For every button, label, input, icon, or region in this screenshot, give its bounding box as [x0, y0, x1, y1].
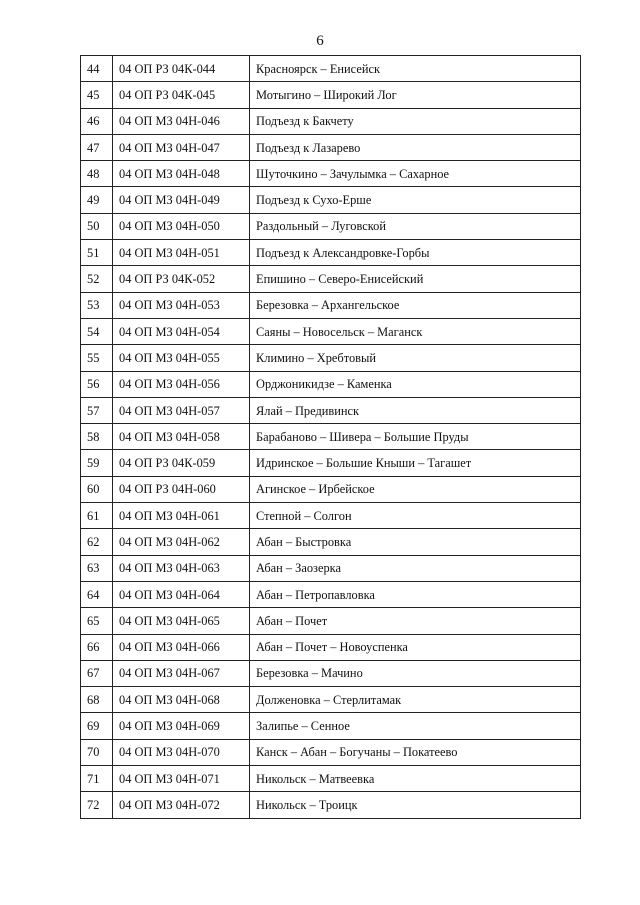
road-code-cell: 04 ОП МЗ 04Н-061	[113, 503, 250, 529]
road-name-cell: Абан – Почет – Новоуспенка	[250, 634, 581, 660]
road-name-cell: Шуточкино – Зачулымка – Сахарное	[250, 161, 581, 187]
table-row	[81, 161, 581, 187]
table-row	[81, 56, 581, 82]
table-row	[81, 581, 581, 607]
row-number-cell: 48	[81, 161, 113, 187]
road-code-cell: 04 ОП РЗ 04К-052	[113, 266, 250, 292]
road-name-cell: Долженовка – Стерлитамак	[250, 687, 581, 713]
roads-table-body	[81, 56, 581, 819]
road-code-cell: 04 ОП МЗ 04Н-048	[113, 161, 250, 187]
road-name-cell: Канск – Абан – Богучаны – Покатеево	[250, 739, 581, 765]
row-number-cell: 68	[81, 687, 113, 713]
road-name-cell: Абан – Почет	[250, 608, 581, 634]
road-name-cell: Никольск – Матвеевка	[250, 766, 581, 792]
roads-table	[80, 55, 581, 819]
road-code-cell: 04 ОП МЗ 04Н-057	[113, 397, 250, 423]
road-name-cell: Климино – Хребтовый	[250, 345, 581, 371]
row-number-cell: 72	[81, 792, 113, 818]
table-row	[81, 266, 581, 292]
road-name-cell: Степной – Солгон	[250, 503, 581, 529]
road-name-cell: Раздольный – Луговской	[250, 213, 581, 239]
row-number-cell: 49	[81, 187, 113, 213]
table-row	[81, 766, 581, 792]
road-code-cell: 04 ОП МЗ 04Н-063	[113, 555, 250, 581]
row-number-cell: 65	[81, 608, 113, 634]
road-code-cell: 04 ОП МЗ 04Н-070	[113, 739, 250, 765]
road-code-cell: 04 ОП МЗ 04Н-056	[113, 371, 250, 397]
row-number-cell: 63	[81, 555, 113, 581]
row-number-cell: 46	[81, 108, 113, 134]
road-name-cell: Подъезд к Александровке-Горбы	[250, 240, 581, 266]
table-row	[81, 397, 581, 423]
table-row	[81, 634, 581, 660]
row-number-cell: 71	[81, 766, 113, 792]
road-code-cell: 04 ОП МЗ 04Н-068	[113, 687, 250, 713]
row-number-cell: 64	[81, 581, 113, 607]
row-number-cell: 52	[81, 266, 113, 292]
row-number-cell: 62	[81, 529, 113, 555]
road-name-cell: Ялай – Предивинск	[250, 397, 581, 423]
road-name-cell: Подъезд к Бакчету	[250, 108, 581, 134]
road-name-cell: Подъезд к Сухо-Ерше	[250, 187, 581, 213]
road-name-cell: Красноярск – Енисейск	[250, 56, 581, 82]
road-name-cell: Никольск – Троицк	[250, 792, 581, 818]
table-row	[81, 108, 581, 134]
road-code-cell: 04 ОП МЗ 04Н-047	[113, 134, 250, 160]
road-code-cell: 04 ОП МЗ 04Н-053	[113, 292, 250, 318]
table-row	[81, 345, 581, 371]
table-row	[81, 660, 581, 686]
road-code-cell: 04 ОП МЗ 04Н-050	[113, 213, 250, 239]
road-name-cell: Агинское – Ирбейское	[250, 476, 581, 502]
row-number-cell: 58	[81, 424, 113, 450]
road-code-cell: 04 ОП МЗ 04Н-062	[113, 529, 250, 555]
road-name-cell: Орджоникидзе – Каменка	[250, 371, 581, 397]
row-number-cell: 61	[81, 503, 113, 529]
table-row	[81, 713, 581, 739]
table-row	[81, 213, 581, 239]
row-number-cell: 51	[81, 240, 113, 266]
row-number-cell: 69	[81, 713, 113, 739]
table-row	[81, 503, 581, 529]
table-row	[81, 739, 581, 765]
page-number: 6	[316, 33, 324, 49]
road-code-cell: 04 ОП МЗ 04Н-069	[113, 713, 250, 739]
road-code-cell: 04 ОП МЗ 04Н-054	[113, 318, 250, 344]
table-row	[81, 450, 581, 476]
table-row	[81, 608, 581, 634]
road-code-cell: 04 ОП РЗ 04К-059	[113, 450, 250, 476]
row-number-cell: 53	[81, 292, 113, 318]
road-name-cell: Идринское – Большие Кныши – Тагашет	[250, 450, 581, 476]
table-row	[81, 687, 581, 713]
road-name-cell: Залипье – Сенное	[250, 713, 581, 739]
row-number-cell: 54	[81, 318, 113, 344]
row-number-cell: 55	[81, 345, 113, 371]
road-code-cell: 04 ОП МЗ 04Н-058	[113, 424, 250, 450]
road-code-cell: 04 ОП МЗ 04Н-072	[113, 792, 250, 818]
road-name-cell: Березовка – Мачино	[250, 660, 581, 686]
road-code-cell: 04 ОП МЗ 04Н-071	[113, 766, 250, 792]
road-code-cell: 04 ОП РЗ 04Н-060	[113, 476, 250, 502]
table-row	[81, 555, 581, 581]
road-code-cell: 04 ОП РЗ 04К-044	[113, 56, 250, 82]
road-name-cell: Абан – Петропавловка	[250, 581, 581, 607]
road-code-cell: 04 ОП МЗ 04Н-051	[113, 240, 250, 266]
row-number-cell: 47	[81, 134, 113, 160]
row-number-cell: 45	[81, 82, 113, 108]
table-row	[81, 82, 581, 108]
table-row	[81, 476, 581, 502]
table-row	[81, 134, 581, 160]
row-number-cell: 57	[81, 397, 113, 423]
road-name-cell: Абан – Быстровка	[250, 529, 581, 555]
road-name-cell: Подъезд к Лазарево	[250, 134, 581, 160]
row-number-cell: 67	[81, 660, 113, 686]
table-row	[81, 371, 581, 397]
road-code-cell: 04 ОП МЗ 04Н-046	[113, 108, 250, 134]
road-name-cell: Мотыгино – Широкий Лог	[250, 82, 581, 108]
road-code-cell: 04 ОП МЗ 04Н-055	[113, 345, 250, 371]
row-number-cell: 59	[81, 450, 113, 476]
road-code-cell: 04 ОП МЗ 04Н-066	[113, 634, 250, 660]
table-row	[81, 292, 581, 318]
row-number-cell: 50	[81, 213, 113, 239]
road-code-cell: 04 ОП МЗ 04Н-049	[113, 187, 250, 213]
row-number-cell: 44	[81, 56, 113, 82]
table-row	[81, 240, 581, 266]
row-number-cell: 66	[81, 634, 113, 660]
road-name-cell: Саяны – Новосельск – Маганск	[250, 318, 581, 344]
road-code-cell: 04 ОП МЗ 04Н-065	[113, 608, 250, 634]
road-code-cell: 04 ОП РЗ 04К-045	[113, 82, 250, 108]
row-number-cell: 70	[81, 739, 113, 765]
table-row	[81, 318, 581, 344]
road-name-cell: Епишино – Северо-Енисейский	[250, 266, 581, 292]
road-name-cell: Барабаново – Шивера – Большие Пруды	[250, 424, 581, 450]
road-code-cell: 04 ОП МЗ 04Н-067	[113, 660, 250, 686]
row-number-cell: 56	[81, 371, 113, 397]
road-name-cell: Абан – Заозерка	[250, 555, 581, 581]
table-row	[81, 792, 581, 818]
road-name-cell: Березовка – Архангельское	[250, 292, 581, 318]
table-row	[81, 187, 581, 213]
table-row	[81, 529, 581, 555]
row-number-cell: 60	[81, 476, 113, 502]
road-code-cell: 04 ОП МЗ 04Н-064	[113, 581, 250, 607]
table-row	[81, 424, 581, 450]
